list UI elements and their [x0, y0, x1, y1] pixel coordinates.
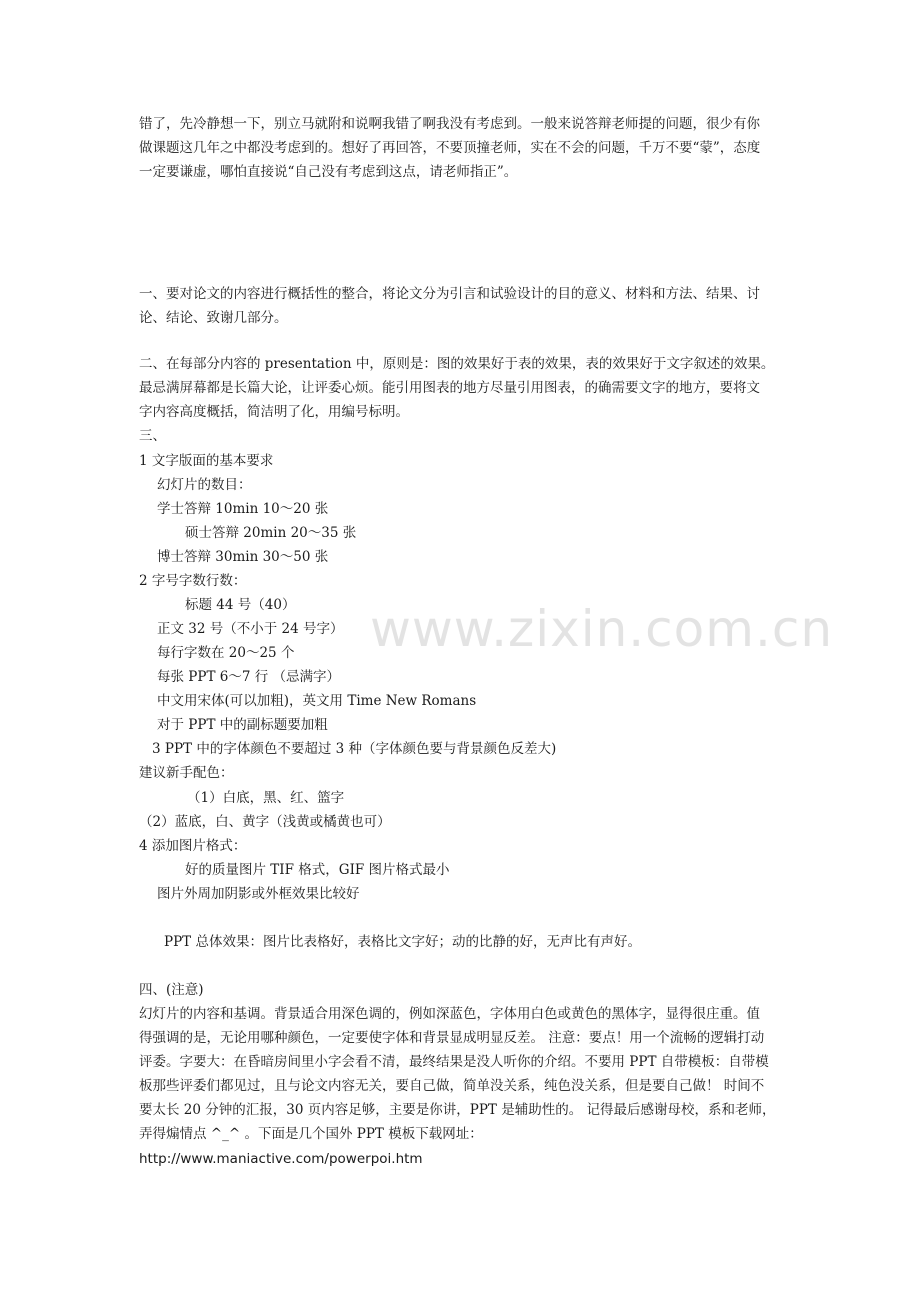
watermark: www.zixin.com.cn	[370, 600, 834, 658]
section3-line: 硕士答辩 20min 20～35 张	[185, 525, 357, 541]
section1-line: 一、要对论文的内容进行概括性的整合，将论文分为引言和试验设计的目的意义、材料和方法、结果、讨	[139, 286, 760, 302]
intro-line: 一定要谦虚，哪怕直接说“自己没有考虑到这点，请老师指正”。	[139, 164, 518, 180]
section3-line: （1）白底，黑、红、篮字	[187, 790, 345, 806]
section3-line: 博士答辩 30min 30～50 张	[157, 549, 329, 565]
intro-line: 做课题这几年之中都没考虑到的。想好了再回答，不要顶撞老师，实在不会的问题，千万不要“蒙”，态度	[139, 140, 761, 156]
section4-line: 幻灯片的内容和基调。背景适合用深色调的，例如深蓝色，字体用白色或黄色的黑体字，显得很庄重。值	[139, 1006, 760, 1022]
section3-line: 每张 PPT 6～7 行 （忌满字）	[157, 669, 341, 685]
section3-line: 对于 PPT 中的副标题要加粗	[157, 717, 328, 733]
section2-line: 最忌满屏幕都是长篇大论，让评委心烦。能引用图表的地方尽量引用图表，的确需要文字的地方，要将文	[139, 380, 760, 396]
section3-line: 好的质量图片 TIF 格式，GIF 图片格式最小	[185, 862, 450, 878]
section1-line: 论、结论、致谢几部分。	[139, 310, 288, 326]
section4-line: 得强调的是，无论用哪种颜色，一定要使字体和背景显成明显反差。 注意：要点！用一个流畅的逻辑打动	[139, 1030, 765, 1046]
summary-line: PPT 总体效果：图片比表格好，表格比文字好；动的比静的好，无声比有声好。	[164, 934, 641, 950]
section3-line: 学士答辩 10min 10～20 张	[157, 501, 329, 517]
section3-line: 3 PPT 中的字体颜色不要超过 3 种（字体颜色要与背景颜色反差大)	[152, 741, 557, 757]
section4-line: 评委。字要大：在昏暗房间里小字会看不清，最终结果是没人听你的介绍。不要用 PPT 自带模板：自带模	[139, 1054, 769, 1070]
section2-line: 二、在每部分内容的 presentation 中，原则是：图的效果好于表的效果，表的效果好于文字叙述的效果。	[139, 356, 775, 372]
section3-line: 中文用宋体(可以加粗)，英文用 Time New Romans	[157, 693, 477, 709]
section3-line: 1 文字版面的基本要求	[139, 453, 274, 469]
section3-line: 图片外周加阴影或外框效果比较好	[157, 886, 360, 902]
intro-line: 错了，先冷静想一下，别立马就附和说啊我错了啊我没有考虑到。一般来说答辩老师提的问题，很少有你	[139, 116, 760, 132]
section3-line: 每行字数在 20～25 个	[157, 645, 295, 661]
section4-line: 弄得煽情点 ^_^ 。下面是几个国外 PPT 模板下载网址：	[139, 1126, 483, 1142]
section3-line: 幻灯片的数目：	[157, 477, 252, 493]
section3-heading: 三、	[139, 428, 166, 444]
section2-line: 字内容高度概括，简洁明了化，用编号标明。	[139, 404, 409, 420]
section3-line: 建议新手配色：	[139, 765, 234, 781]
section3-line: 标题 44 号（40）	[185, 597, 296, 613]
section4-heading: 四、(注意)	[139, 982, 204, 998]
section4-line: 板那些评委们都见过，且与论文内容无关，要自己做，简单没关系，纯色没关系，但是要自己做！ 时间不	[139, 1078, 765, 1094]
section3-line: 正文 32 号（不小于 24 号字）	[157, 621, 344, 637]
section3-line: 2 字号字数行数：	[139, 573, 247, 589]
template-url-link[interactable]: http://www.maniactive.com/powerpoi.htm	[139, 1151, 423, 1167]
section3-line: （2）蓝底，白、黄字（浅黄或橘黄也可）	[139, 814, 391, 830]
section4-line: 要太长 20 分钟的汇报，30 页内容足够，主要是你讲，PPT 是辅助性的。 记得最后感谢母校，系和老师，	[139, 1102, 776, 1118]
section3-line: 4 添加图片格式：	[139, 838, 247, 854]
